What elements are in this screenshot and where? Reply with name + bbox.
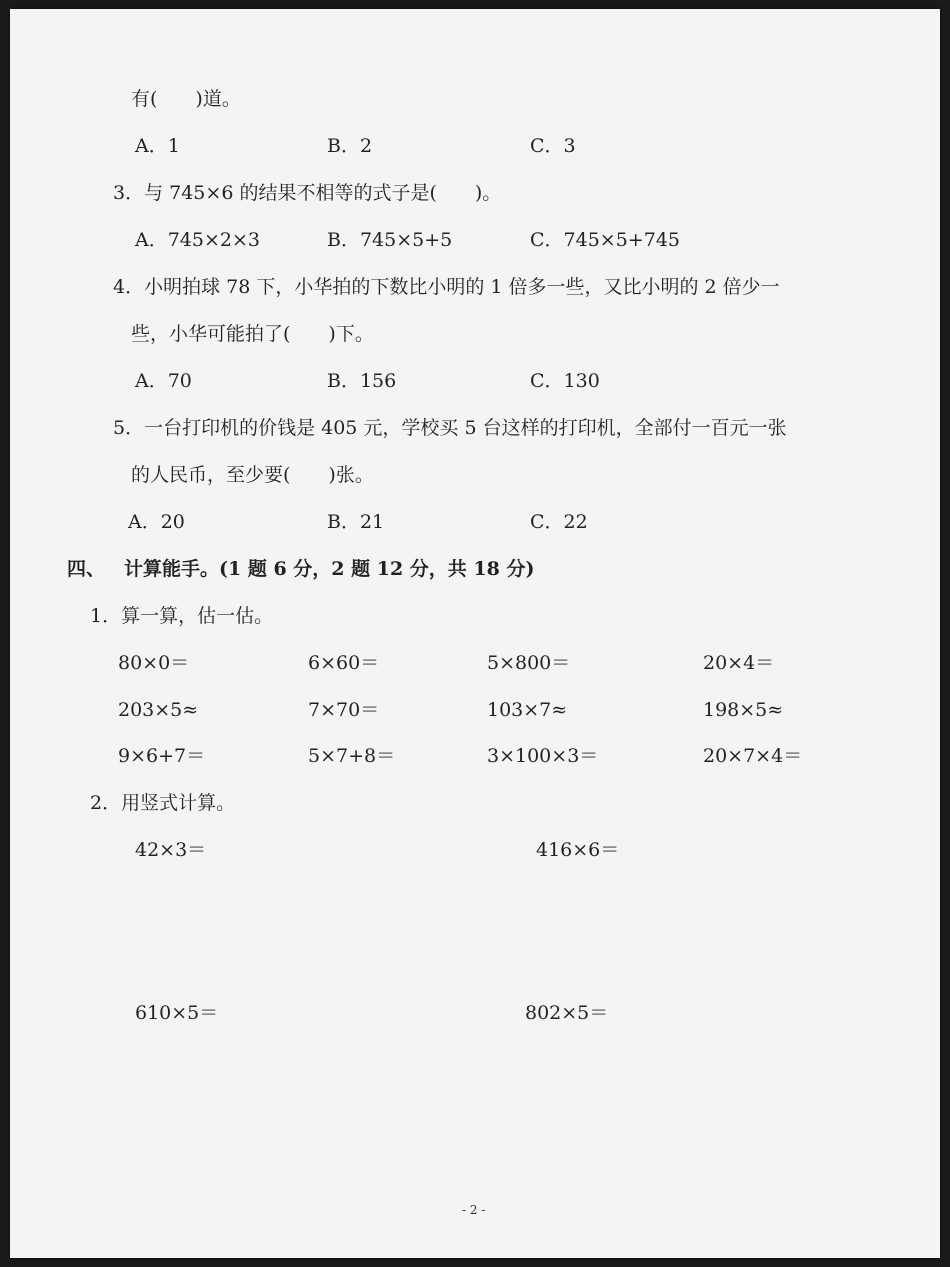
vertical-calc-item: 416×6＝ [536, 839, 620, 861]
q5-option-b: B．21 [327, 511, 385, 533]
q4-option-b: B．156 [327, 370, 397, 392]
calc-item: 80×0＝ [118, 652, 190, 674]
calc-item: 198×5≈ [703, 699, 784, 721]
q4-stem-line1: 4．小明拍球 78 下，小华拍的下数比小明的 1 倍多一些，又比小明的 2 倍少一 [113, 276, 780, 298]
vertical-calc-item: 610×5＝ [135, 1002, 219, 1024]
page-number: - 2 - [462, 1203, 486, 1217]
q2-option-b: B．2 [327, 135, 373, 157]
vertical-calc-item: 42×3＝ [135, 839, 207, 861]
calc-item: 9×6+7＝ [118, 745, 206, 767]
q4-stem-line2: 些，小华可能拍了( )下。 [131, 323, 374, 345]
worksheet-page [10, 9, 940, 1258]
calc-item: 3×100×3＝ [487, 745, 599, 767]
q3-option-b: B．745×5+5 [327, 229, 453, 251]
q5-option-c: C．22 [530, 511, 588, 533]
q4-option-c: C．130 [530, 370, 600, 392]
q3-option-a: A．745×2×3 [135, 229, 261, 251]
calc-item: 103×7≈ [487, 699, 568, 721]
part2-title: 2．用竖式计算。 [90, 792, 236, 814]
calc-item: 5×7+8＝ [308, 745, 396, 767]
q3-option-c: C．745×5+745 [530, 229, 680, 251]
calc-item: 203×5≈ [118, 699, 199, 721]
calc-item: 20×4＝ [703, 652, 775, 674]
section-title: 计算能手。(1 题 6 分，2 题 12 分，共 18 分) [124, 558, 535, 580]
vertical-calc-item: 802×5＝ [525, 1002, 609, 1024]
q5-stem-line2: 的人民币，至少要( )张。 [131, 464, 374, 486]
calc-item: 7×70＝ [308, 699, 380, 721]
q5-option-a: A．20 [128, 511, 185, 533]
calc-item: 6×60＝ [308, 652, 380, 674]
q2-stem-tail: 有( )道。 [131, 88, 241, 110]
q2-option-a: A．1 [135, 135, 180, 157]
q3-stem: 3．与 745×6 的结果不相等的式子是( )。 [113, 182, 502, 204]
calc-item: 5×800＝ [487, 652, 571, 674]
calc-item: 20×7×4＝ [703, 745, 803, 767]
q4-option-a: A．70 [135, 370, 192, 392]
section-number: 四、 [67, 558, 106, 580]
part1-title: 1．算一算，估一估。 [90, 605, 274, 627]
q5-stem-line1: 5．一台打印机的价钱是 405 元，学校买 5 台这样的打印机，全部付一百元一张 [113, 417, 787, 439]
q2-option-c: C．3 [530, 135, 576, 157]
